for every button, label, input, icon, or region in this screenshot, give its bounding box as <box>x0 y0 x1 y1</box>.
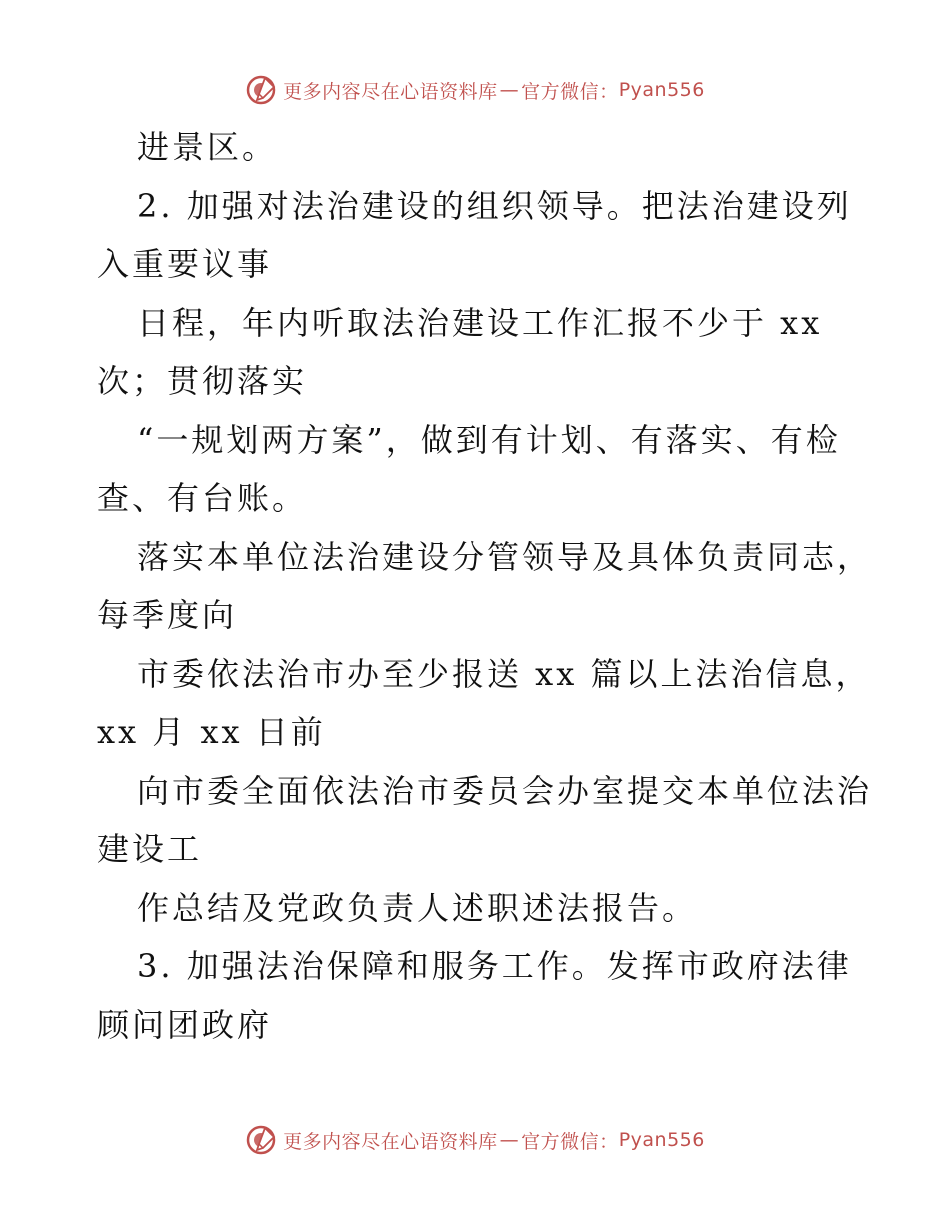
text-line: 2. 加强对法治建设的组织领导。把法治建设列 <box>137 186 852 225</box>
document-body <box>97 118 873 1054</box>
header-watermark <box>0 70 950 110</box>
watermark-official: 官方微信： <box>521 80 619 103</box>
watermark-separator: — <box>499 79 520 101</box>
seal-pen-icon <box>245 74 277 106</box>
watermark-text: 更多内容尽在心语资料库 <box>283 80 498 103</box>
text-line: 作总结及党政负责人述职述法报告。 <box>137 888 698 927</box>
seal-pen-icon <box>245 1124 277 1156</box>
text-line: “一规划两方案”，做到有计划、有落实、有检 <box>137 420 841 459</box>
text-line: 向市委全面依法治市委员会办室提交本单位法治 <box>137 771 873 810</box>
watermark-wechat-id: Pyan556 <box>618 79 705 101</box>
text-line: xx 月 xx 日前 <box>97 713 326 751</box>
text-line: 进景区。 <box>137 128 278 166</box>
watermark-wechat-id: Pyan556 <box>618 1129 705 1151</box>
text-line: 顾问团政府 <box>97 1005 273 1044</box>
text-line: 每季度向 <box>97 596 238 634</box>
text-line: 3. 加强法治保障和服务工作。发挥市政府法律 <box>137 947 852 985</box>
text-line: 日程，年内听取法治建设工作汇报不少于 xx <box>137 303 823 342</box>
text-line: 次；贯彻落实 <box>97 362 308 400</box>
watermark-text: 更多内容尽在心语资料库 <box>283 1130 498 1153</box>
text-line: 落实本单位法治建设分管领导及具体负责同志， <box>137 537 873 576</box>
text-line: 建设工 <box>97 830 203 868</box>
watermark-separator: — <box>499 1129 520 1151</box>
text-line: 入重要议事 <box>97 245 273 283</box>
text-line: 查、有台账。 <box>97 479 308 517</box>
footer-watermark <box>0 1120 950 1160</box>
text-line: 市委依法治市办至少报送 xx 篇以上法治信息， <box>137 654 871 693</box>
watermark-official: 官方微信： <box>521 1130 619 1153</box>
